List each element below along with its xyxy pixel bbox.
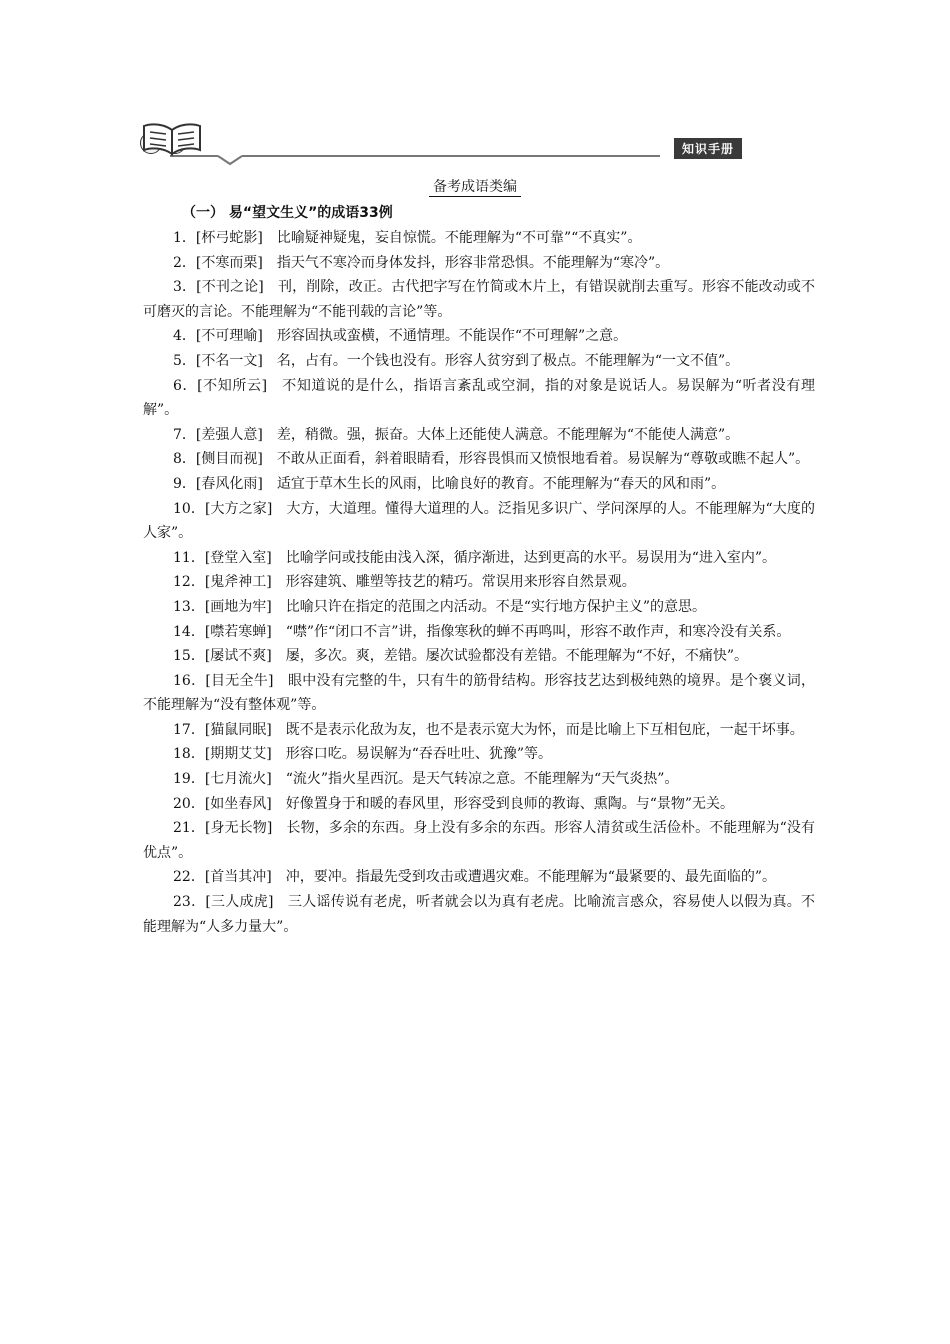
page-header <box>140 120 812 172</box>
list-item: 20．[如坐春风] 好像置身于和暖的春风里，形容受到良师的教诲、熏陶。与“景物”无关。 <box>173 795 735 812</box>
section-heading: （一） 易“望文生义”的成语33例 <box>182 205 393 221</box>
page-title-text: 备考成语类编 <box>429 179 521 197</box>
list-item: 9．[春风化雨] 适宜于草木生长的风雨，比喻良好的教育。不能理解为“春天的风和雨”。 <box>173 475 726 492</box>
list-item: 3．[不刊之论] 刊，削除，改正。古代把字写在竹简或木片上，有错误就削去重写。形容不能改动或不可磨灭的言论。不能理解为“不能刊载的言论”等。 <box>143 279 815 320</box>
list-item: 13．[画地为牢] 比喻只许在指定的范围之内活动。不是“实行地方保护主义”的意思。 <box>173 598 707 615</box>
list-item: 18．[期期艾艾] 形容口吃。易误解为“吞吞吐吐、犹豫”等。 <box>173 746 553 763</box>
list-item: 23．[三人成虎] 三人谣传说有老虎，听者就会以为真有老虎。比喻流言惑众，容易使人以假为真。不能理解为“人多力量大”。 <box>143 894 815 935</box>
open-book-icon <box>140 120 204 160</box>
list-item: 4．[不可理喻] 形容固执或蛮横，不通情理。不能误作“不可理解”之意。 <box>173 328 628 345</box>
idiom-list <box>143 226 815 939</box>
list-item: 12．[鬼斧神工] 形容建筑、雕塑等技艺的精巧。常误用来形容自然景观。 <box>173 574 636 591</box>
list-item: 16．[目无全牛] 眼中没有完整的牛，只有牛的筋骨结构。形容技艺达到极纯熟的境界。是个褒义词，不能理解为“没有整体观”等。 <box>143 672 815 714</box>
list-item: 5．[不名一文] 名，占有。一个钱也没有。形容人贫穷到了极点。不能理解为“一文不值”。 <box>173 352 740 369</box>
list-item: 17．[猫鼠同眠] 既不是表示化敌为友，也不是表示宽大为怀，而是比喻上下互相包庇，一起干坏事。 <box>173 721 804 738</box>
list-item: 19．[七月流火] “流火”指火星西沉。是天气转凉之意。不能理解为“天气炎热”。 <box>173 771 679 788</box>
list-item: 6．[不知所云] 不知道说的是什么，指语言紊乱或空洞，指的对象是说话人。易误解为“听者没有理解”。 <box>143 377 815 419</box>
list-item: 2．[不寒而栗] 指天气不寒冷而身体发抖，形容非常恐惧。不能理解为“寒冷”。 <box>173 254 670 271</box>
list-item: 10．[大方之家] 大方，大道理。懂得大道理的人。泛指见多识广、学问深厚的人。不能理解为“大度的人家”。 <box>143 500 815 542</box>
list-item: 1．[杯弓蛇影] 比喻疑神疑鬼，妄自惊慌。不能理解为“不可靠”“不真实”。 <box>173 230 642 246</box>
list-item: 7．[差强人意] 差，稍微。强，振奋。大体上还能使人满意。不能理解为“不能使人满意”。 <box>173 426 740 443</box>
list-item: 21．[身无长物] 长物，多余的东西。身上没有多余的东西。形容人清贫或生活俭朴。不能理解为“没有优点”。 <box>143 820 815 861</box>
list-item: 15．[屡试不爽] 屡，多次。爽，差错。屡次试验都没有差错。不能理解为“不好，不痛快”。 <box>173 648 749 665</box>
page-title <box>0 176 950 196</box>
list-item: 8．[侧目而视] 不敢从正面看，斜着眼睛看，形容畏惧而又愤恨地看着。易误解为“尊敬或瞧不起人”。 <box>173 451 810 468</box>
list-item: 22．[首当其冲] 冲，要冲。指最先受到攻击或遭遇灾难。不能理解为“最紧要的、最先面临的”。 <box>173 869 777 886</box>
manual-label: 知识手册 <box>674 138 742 159</box>
list-item: 14．[噤若寒蝉] “噤”作“闭口不言”讲，指像寒秋的蝉不再鸣叫，形容不敢作声，和寒冷没有关系。 <box>173 623 791 640</box>
list-item: 11．[登堂入室] 比喻学问或技能由浅入深，循序渐进，达到更高的水平。易误用为“进入室内”。 <box>173 549 777 566</box>
